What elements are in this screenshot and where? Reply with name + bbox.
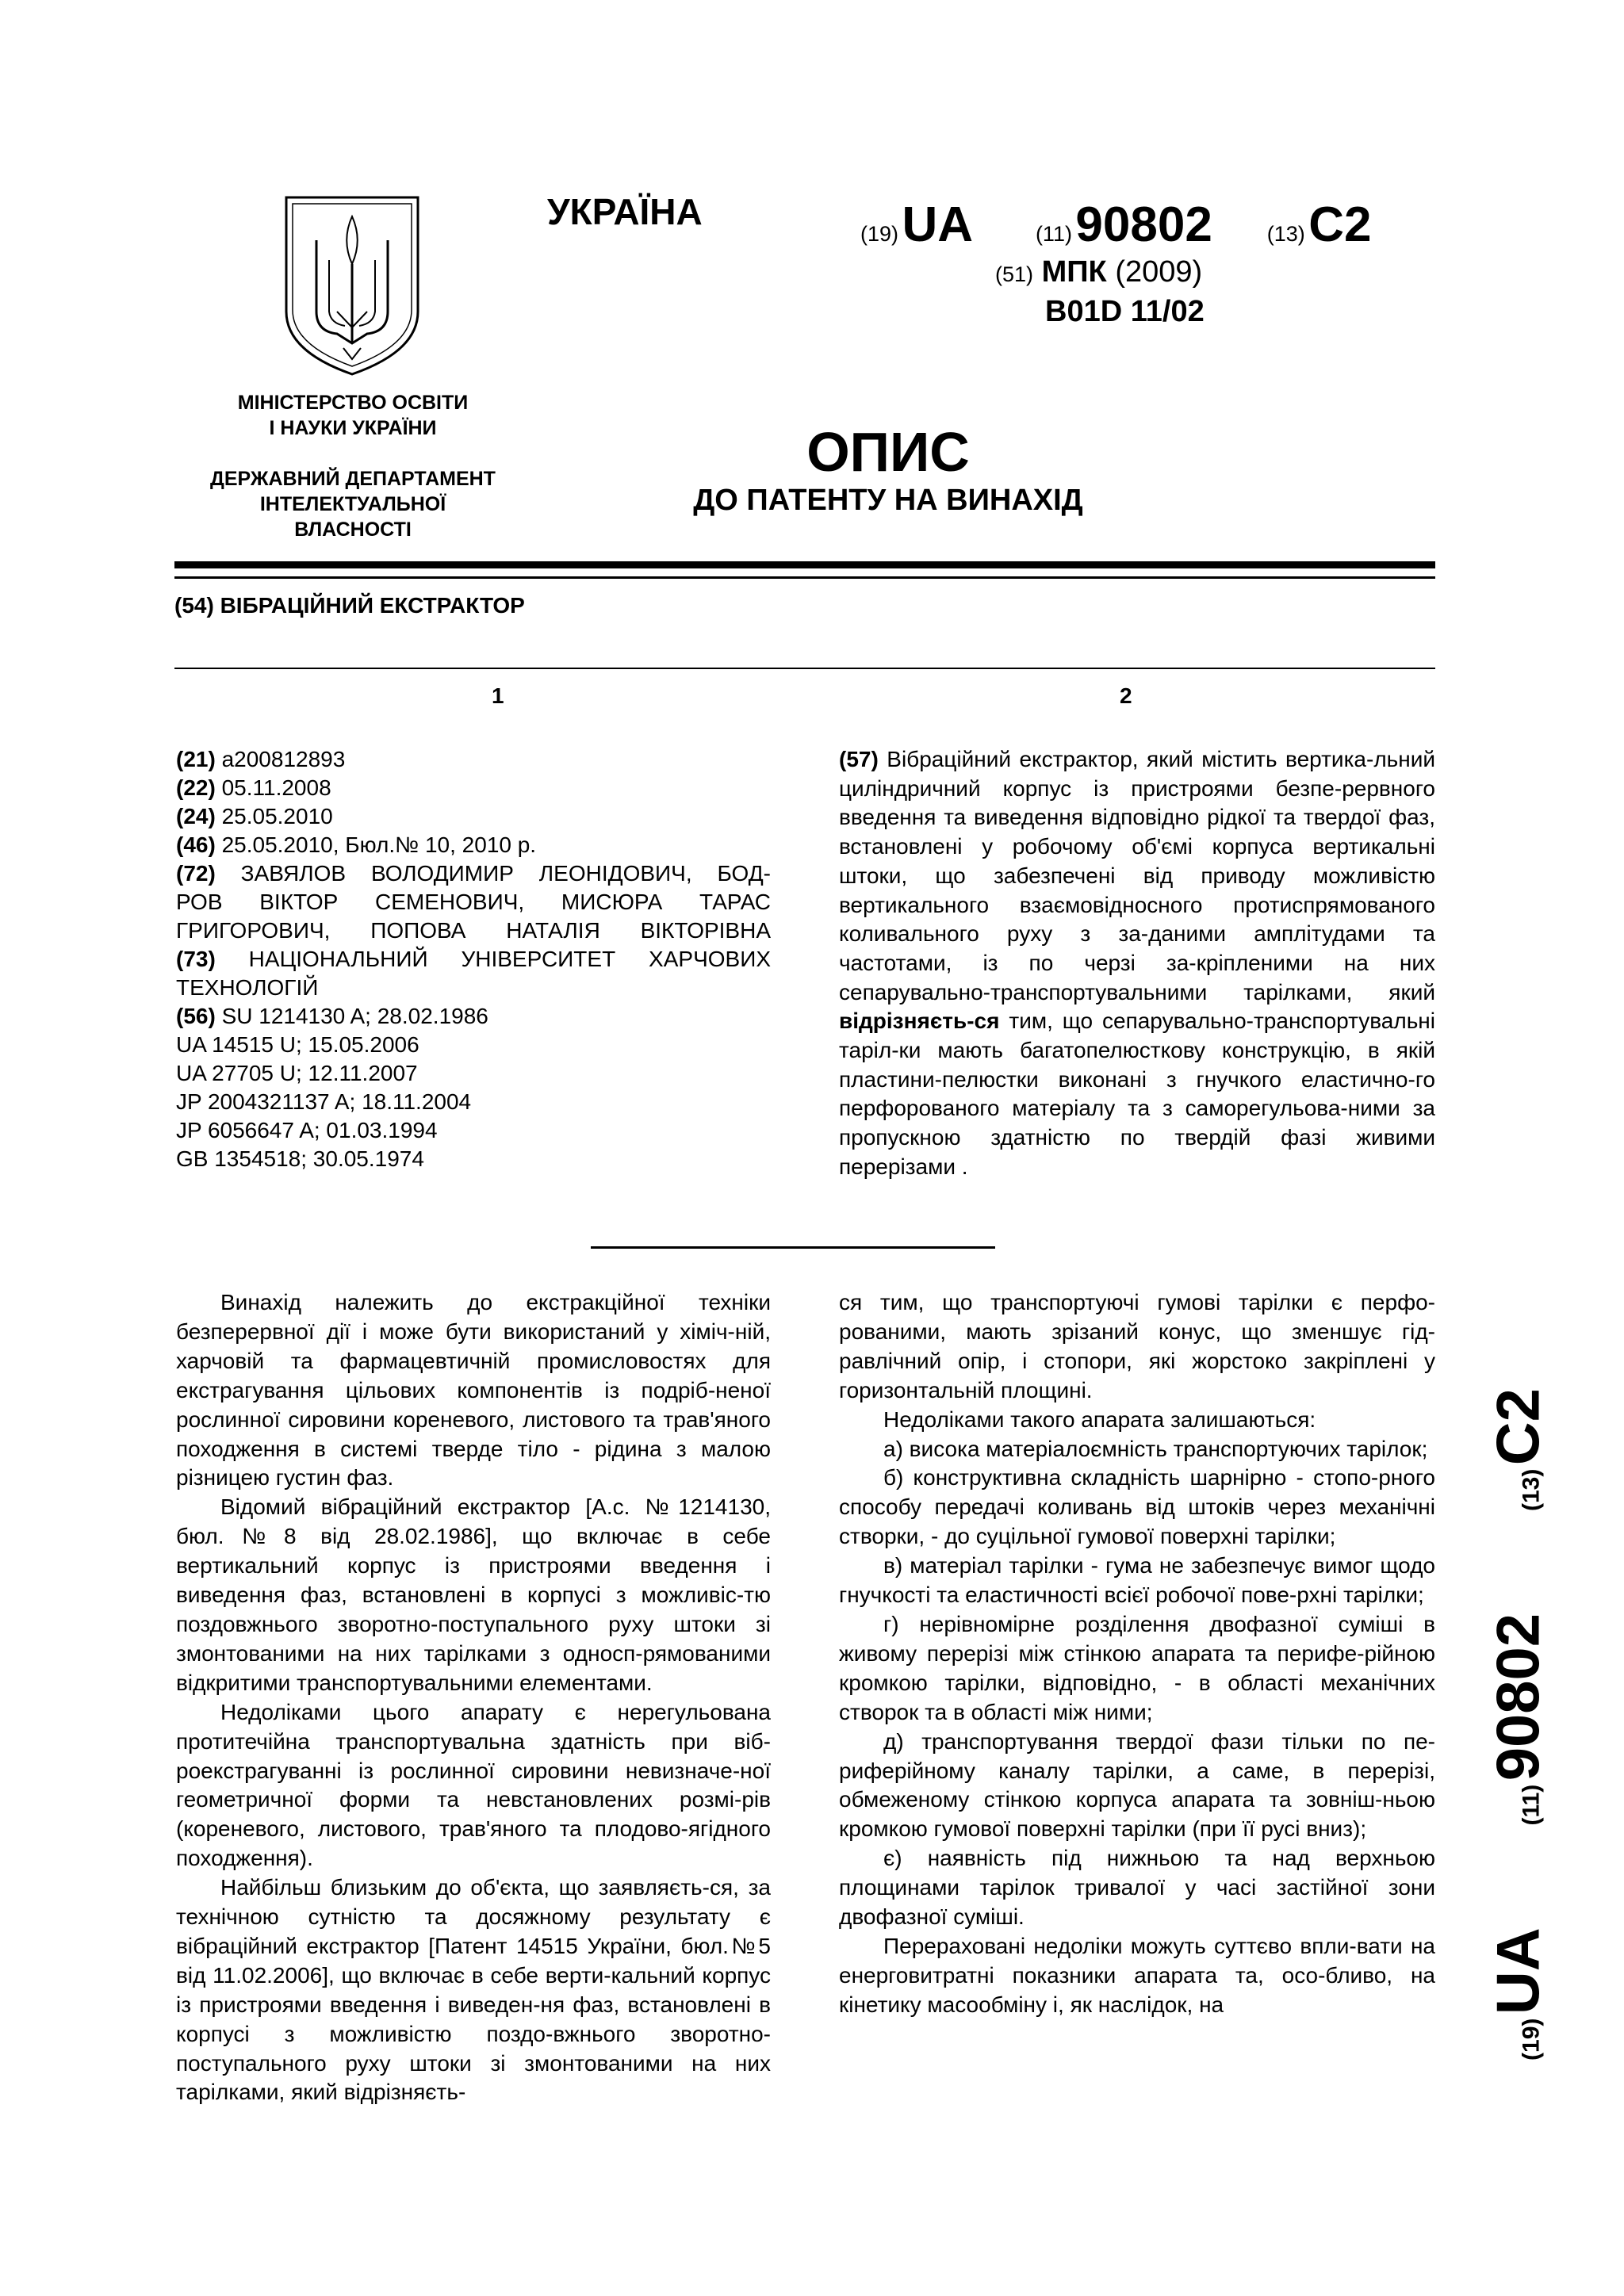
body-paragraph: в) матеріал тарілки - гума не забезпечує вимог щодо гнучкості та еластичності всієї робочої пове-рхні тарілки; bbox=[839, 1553, 1435, 1608]
section-rule bbox=[174, 668, 1435, 669]
separator-rule bbox=[591, 1246, 995, 1249]
department-line: ДЕРЖАВНИЙ ДЕПАРТАМЕНТ bbox=[210, 468, 496, 490]
citation: UA 14515 U; 15.05.2006 bbox=[176, 1032, 419, 1057]
body-column-right bbox=[839, 1288, 1435, 2020]
body-paragraph: Винахід належить до екстракційної техніки безперервної дії і може бути використаний у хіміч-ній, харчовій та фармацевтичній промисловостях для екстрагування цільових компонентів із подріб-неної рослинної сировини кореневого, листового та трав'яного походження в системі тверде тіло - рідина з малою різницею густин фаз. bbox=[176, 1290, 771, 1490]
inid-code-19: (19) bbox=[860, 222, 899, 246]
field-22 bbox=[176, 774, 771, 802]
citation: GB 1354518; 30.05.1974 bbox=[176, 1146, 424, 1171]
ipc-line bbox=[995, 255, 1202, 289]
inventors-line: РОВ ВІКТОР СЕМЕНОВИЧ, МИСЮРА ТАРАС bbox=[176, 890, 771, 914]
inid-code: (21) bbox=[176, 747, 216, 771]
inid-code-13: (13) bbox=[1266, 222, 1305, 246]
department-line: ВЛАСНОСТІ bbox=[294, 519, 412, 541]
body-paragraph: а) висока матеріалоємність транспортуючих тарілок; bbox=[883, 1436, 1428, 1461]
field-46 bbox=[176, 831, 771, 859]
inid-code: (56) bbox=[176, 1004, 216, 1028]
field-21 bbox=[176, 745, 771, 774]
ipc-class: B01D 11/02 bbox=[1045, 295, 1205, 328]
field-73 bbox=[176, 945, 771, 974]
effective-date: 25.05.2010 bbox=[215, 804, 333, 828]
claim-part: тим, що сепарувально-транспортувальні таріл-ки мають багатопелюсткову конструкцію, в якій пластини-пелюстки виконані з гнучкого еластично-го перфорованого матеріалу та з саморегульова-ними за пропускною здатністю по твердій фазі живими перерізами . bbox=[839, 1008, 1435, 1179]
ipc-year: (2009) bbox=[1115, 255, 1203, 289]
patent-identifier bbox=[860, 197, 1371, 253]
document-title: ОПИС bbox=[806, 421, 970, 483]
document-subtitle: ДО ПАТЕНТУ НА ВИНАХІД bbox=[693, 484, 1083, 517]
claim-part: Вібраційний екстрактор, який містить вертика-льний циліндричний корпус із пристроями безпе-рервного введення та виведення відповідно рідкої та твердої фаз, встановлені у робочому об'ємі корпуса вертикальні штоки, що забезпечені від приводу можливістю вертикального взаємовідносного протиспрямованого коливального руху з за-даними амплітудами та частотами, із по черзі за-кріпленими на них сепарувально-транспортувальними тарілками, який bbox=[839, 747, 1435, 1004]
body-paragraph: Найбільш близьким до об'єкта, що заявляєть-ся, за технічною сутністю та досяжному результату є вібраційний екстрактор [Патент 14515 України, бюл.№5 від 11.02.2006], що включає в себе верти-кальний корпус із пристроями введення і виведен-ня фаз, встановлені в корпусі з можливістю поздо-вжнього зворотно-поступального руху штоки зі змонтованими на них тарілками, який відрізняєть- bbox=[176, 1875, 771, 2105]
citation: UA 27705 U; 12.11.2007 bbox=[176, 1061, 418, 1085]
inid-code: (46) bbox=[176, 832, 216, 857]
claim-emphasis: відрізняєть-ся bbox=[839, 1008, 1000, 1034]
body-paragraph: д) транспортування твердої фази тільки по пе-риферійному каналу тарілки, а саме, в перерізі, обмеженому стінкою корпуса апарата та зовніш-ньою кромкою гумової поверхні тарілки (при її русі вниз); bbox=[839, 1728, 1435, 1842]
header-rule-thick bbox=[174, 561, 1435, 568]
owner-line: ТЕХНОЛОГІЙ bbox=[176, 975, 319, 1000]
body-column-left bbox=[176, 1288, 771, 2107]
body-paragraph: ся тим, що транспортуючі гумові тарілки є перфо-рованими, мають зрізаний конус, що зменшує гід-равлічний опір, і стопори, які жорстоко закріплені у горизонтальній площині. bbox=[839, 1290, 1435, 1402]
body-paragraph: г) нерівномірне розділення двофазної суміші в живому перерізі між стінкою апарата та перифе-рійною кромкою тарілки, відповідно, - в області механічних створок та в області між ними; bbox=[839, 1611, 1435, 1724]
side-patent-number: 90802 bbox=[1484, 1613, 1553, 1781]
patent-number: 90802 bbox=[1075, 197, 1212, 252]
ministry-line: І НАУКИ УКРАЇНИ bbox=[269, 417, 437, 439]
column-number-left: 1 bbox=[492, 683, 504, 708]
side-inid-19: (19) bbox=[1518, 2018, 1545, 2061]
kind-code: C2 bbox=[1308, 197, 1372, 252]
filing-date: 05.11.2008 bbox=[215, 775, 331, 800]
bibliographic-data bbox=[176, 745, 771, 1173]
inid-code: (24) bbox=[176, 804, 216, 828]
inid-code: (22) bbox=[176, 775, 216, 800]
inventors-line: ГРИГОРОВИЧ, ПОПОВА НАТАЛІЯ ВІКТОРІВНА bbox=[176, 918, 771, 943]
country-name: УКРАЇНА bbox=[547, 191, 703, 232]
field-24 bbox=[176, 802, 771, 831]
claim-text bbox=[839, 745, 1435, 1182]
invention-title: (54) ВІБРАЦІЙНИЙ ЕКСТРАКТОР bbox=[174, 593, 525, 618]
field-56 bbox=[176, 1002, 771, 1031]
inid-code: (73) bbox=[176, 947, 216, 971]
side-country-code: UA bbox=[1484, 1927, 1553, 2015]
body-paragraph: Перераховані недоліки можуть суттєво впли-вати на енерговитратні показники апарата та, осо-бливо, на кінетику масообміну і, як наслідок, на bbox=[839, 1933, 1435, 2017]
department-name bbox=[182, 466, 523, 542]
side-inid-11: (11) bbox=[1518, 1784, 1545, 1826]
body-paragraph: є) наявність під нижньою та над верхньою площинами тарілок тривалої у часі застійної зони двофазної суміші. bbox=[839, 1846, 1435, 1930]
application-number: a200812893 bbox=[215, 747, 346, 771]
inventors-line: ЗАВЯЛОВ ВОЛОДИМИР ЛЕОНІДОВИЧ, БОД- bbox=[215, 861, 771, 886]
ministry-name bbox=[198, 390, 508, 441]
country-code: UA bbox=[902, 197, 974, 252]
field-72 bbox=[176, 859, 771, 888]
inid-code-57: (57) bbox=[839, 747, 879, 771]
department-line: ІНТЕЛЕКТУАЛЬНОЇ bbox=[259, 493, 446, 515]
inid-code: (72) bbox=[176, 861, 216, 886]
header-rule-thin bbox=[174, 576, 1435, 579]
citation: JP 6056647 A; 01.03.1994 bbox=[176, 1118, 438, 1142]
inid-code-51: (51) bbox=[995, 262, 1034, 286]
state-emblem-icon bbox=[282, 193, 423, 379]
body-paragraph: Недоліками цього апарату є нерегульована протитечійна транспортувальна здатність при віб-роекстрагуванні із рослинної сировини невизначе-ної геометричної форми та невстановлених розмі-рів (кореневого, листового, трав'яного та плодово-ягідного походження). bbox=[176, 1699, 771, 1871]
publication-date: 25.05.2010, Бюл.№ 10, 2010 р. bbox=[215, 832, 537, 857]
body-paragraph: Недоліками такого апарата залишаються: bbox=[883, 1406, 1316, 1432]
side-kind-code: C2 bbox=[1484, 1388, 1553, 1466]
ipc-label: МПК bbox=[1041, 255, 1107, 289]
body-paragraph: Відомий вібраційний екстрактор [А.с. №1214130, бюл.№8 від 28.02.1986], що включає в себе вертикальний корпус із пристроями введення і виведення фаз, встановлені в корпусі з можливіс-тю поздовжнього зворотно-поступального руху штоки зі змонтованими на них тарілками з односп-рямованими відкритими транспортувальними елементами. bbox=[176, 1494, 771, 1695]
citation: SU 1214130 A; 28.02.1986 bbox=[215, 1004, 488, 1028]
owner-line: НАЦІОНАЛЬНИЙ УНІВЕРСИТЕТ ХАРЧОВИХ bbox=[215, 947, 771, 971]
inid-code-11: (11) bbox=[1035, 222, 1072, 246]
ministry-line: МІНІСТЕРСТВО ОСВІТИ bbox=[237, 392, 469, 414]
side-patent-code bbox=[1467, 1284, 1570, 2164]
column-number-right: 2 bbox=[1120, 683, 1132, 708]
citation: JP 2004321137 A; 18.11.2004 bbox=[176, 1089, 472, 1114]
side-inid-13: (13) bbox=[1518, 1468, 1545, 1512]
body-paragraph: б) конструктивна складність шарнірно - стопо-рного способу передачі коливань від штоків через механічні створки, - до суцільної гумової поверхні тарілки; bbox=[839, 1465, 1435, 1549]
